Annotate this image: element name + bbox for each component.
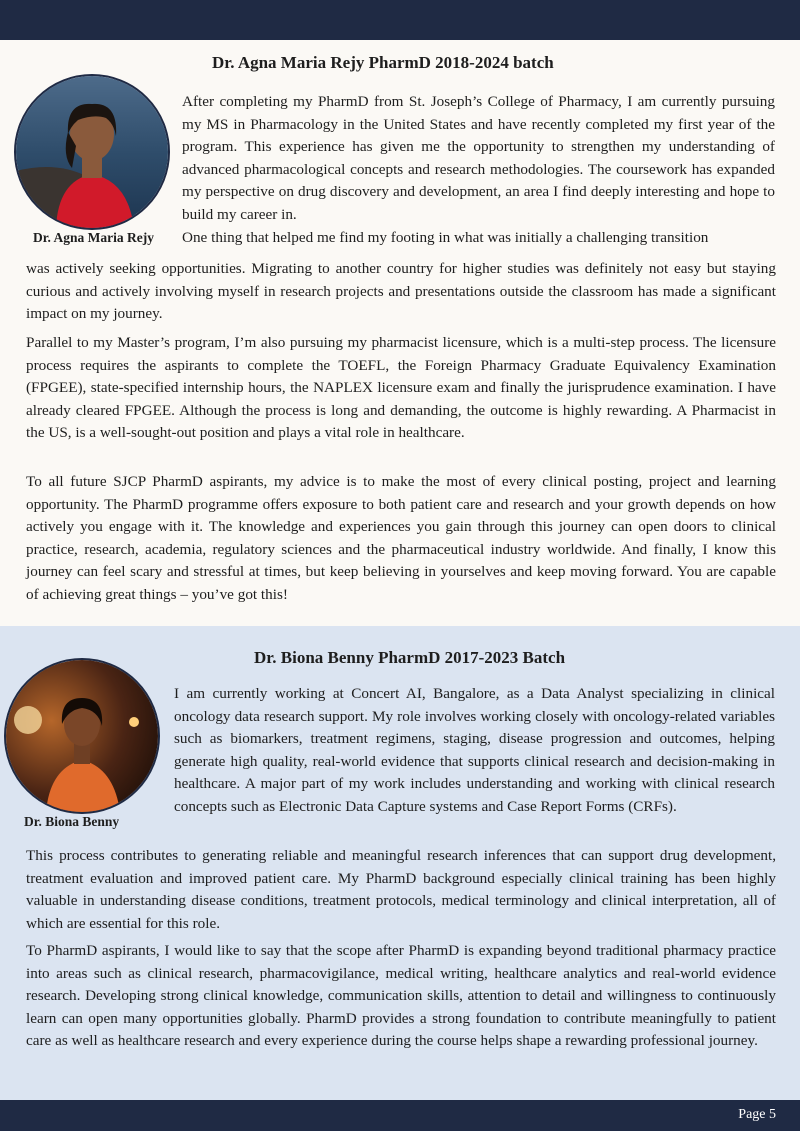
page-number: Page 5 — [738, 1107, 776, 1122]
body-paragraph: To all future SJCP PharmD aspirants, my advice is to make the most of every clinical posting, project and learning opportunity. The PharmD programme offers exposure to both patient care and research and your growth depends on how actively you engage with it. The knowledge and experiences you gain through this journey can open doors to clinical practice, research, academia, regulatory sciences and the pharmaceutical industry worldwide. And finally, I know this journey can feel scary and stressful at times, but keep believing in yourselves and keep moving forward. You are capable of achieving great things – you’ve got this! — [26, 473, 776, 603]
profile-photo-biona — [4, 658, 160, 814]
intro-paragraph-continued: One thing that helped me find my footing in what was initially a challenging transition — [182, 229, 709, 246]
profile-heading: Dr. Agna Maria Rejy PharmD 2018-2024 batch — [212, 53, 554, 72]
intro-paragraph: After completing my PharmD from St. Joseph’s College of Pharmacy, I am currently pursuing my MS in Pharmacology in the United States and have recently completed my first year of the program. This experience has given me the opportunity to strengthen my understanding of advanced pharmacological concepts and research methodologies. The coursework has expanded my perspective on drug discovery and development, an area I find deeply interesting and hope to build my career in. — [182, 93, 775, 223]
top-banner — [0, 0, 800, 40]
body-paragraph: To PharmD aspirants, I would like to say that the scope after PharmD is expanding beyond traditional pharmacy practice into areas such as clinical research, pharmacovigilance, medical writing, healthcare analytics and real-world evidence research. Developing strong clinical knowledge, communication skills, attention to detail and willingness to continuously learn can open many opportunities globally. PharmD provides a strong foundation to contribute meaningfully to patient care as well as healthcare research and every experience during the course helps shape a rewarding professional journey. — [26, 942, 776, 1050]
body-paragraph: Parallel to my Master’s program, I’m also pursuing my pharmacist licensure, which is a multi-step process. The licensure process requires the aspirants to complete the TOEFL, the Foreign Pharmacy Graduate Equivalency Examination (FPGEE), state-specified internship hours, the NAPLEX licensure exam and finally the jurisprudence examination. I have already cleared FPGEE. Although the process is long and demanding, the outcome is highly rewarding. A Pharmacist in the US, is a well-sought-out position and plays a vital role in healthcare. — [26, 334, 776, 442]
profile-section-agna — [0, 40, 800, 626]
footer-bar — [0, 1100, 800, 1131]
profile-heading: Dr. Biona Benny PharmD 2017-2023 Batch — [254, 648, 566, 667]
photo-caption: Dr. Agna Maria Rejy — [33, 230, 154, 245]
portrait-image — [16, 76, 168, 228]
photo-caption: Dr. Biona Benny — [24, 814, 120, 829]
profile-photo-agna — [14, 74, 170, 230]
body-paragraph: This process contributes to generating reliable and meaningful research inferences that can support drug development, treatment evaluation and improved patient care. My PharmD background especially clinical training has been highly valuable in understanding disease conditions, treatment protocols, medical terminology and clinical interpretation, all of which are essential for this role. — [26, 847, 776, 932]
body-paragraph: was actively seeking opportunities. Migrating to another country for higher studies was definitely not easy but staying curious and actively involving myself in research projects and presentations outside the classroom has made a significant impact on my journey. — [26, 260, 776, 323]
profile-section-biona — [0, 626, 800, 1100]
intro-paragraph: I am currently working at Concert AI, Bangalore, as a Data Analyst specializing in clinical oncology data research support. My role involves working closely with oncology-related variables such as biomarkers, treatment regimens, staging, disease progression and outcomes, helping generate high quality, real-world evidence that supports clinical research and decision-making in healthcare. A major part of my work includes understanding and working with clinical research concepts such as Electronic Data Capture systems and Case Report Forms (CRFs). — [174, 685, 775, 815]
portrait-image — [6, 660, 158, 812]
